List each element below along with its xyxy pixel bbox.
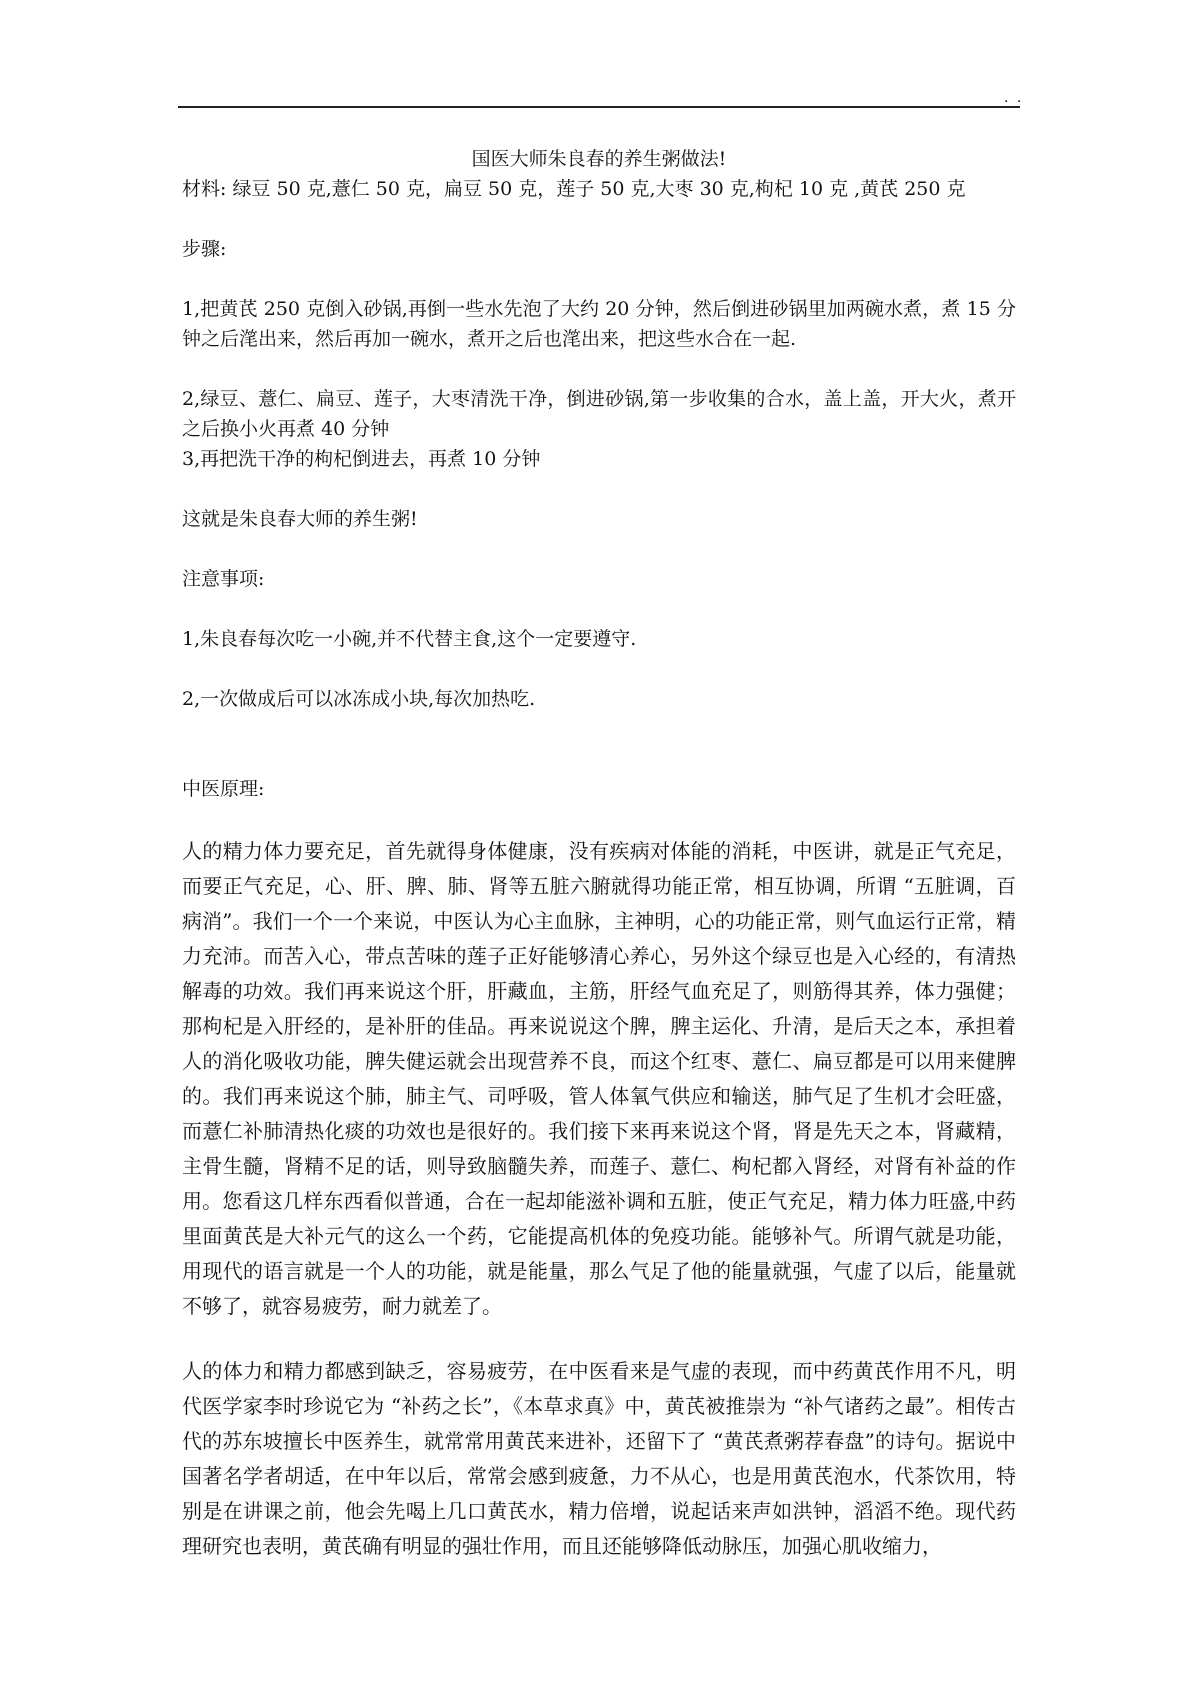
spacer bbox=[182, 204, 1016, 234]
spacer bbox=[182, 594, 1016, 624]
spacer bbox=[182, 264, 1016, 294]
document-title: 国医大师朱良春的养生粥做法! bbox=[471, 148, 727, 170]
principle-paragraph-2: 人的体力和精力都感到缺乏，容易疲劳，在中医看来是气虚的表现，而中药黄芪作用不凡，明代医学家李时珍说它为 “补药之长”，《本草求真》中，黄芪被推崇为 “补气诸药之最”。相传古代的苏东坡擅长中医养生，就常常用黄芪来进补，还留下了 “黄芪煮粥荐春盘”的诗句。据说中国著名学者胡适，在中年以后，常常会感到疲惫，力不从心，也是用黄芪泡水，代茶饮用，特别是在讲课之前，他会先喝上几口黄芪水，精力倍增，说起话来声如洪钟，滔滔不绝。现代药理研究也表明，黄芪确有明显的强壮作用，而且还能够降低动脉压，加强心肌收缩力， bbox=[182, 1359, 1016, 1558]
spacer bbox=[182, 654, 1016, 684]
steps-heading: 步骤: bbox=[182, 238, 227, 260]
note-1: 1,朱良春每次吃一小碗,并不代替主食,这个一定要遵守. bbox=[182, 628, 637, 650]
spacer bbox=[182, 804, 1016, 834]
principle-heading: 中医原理: bbox=[182, 778, 265, 800]
notes-heading: 注意事项: bbox=[182, 568, 265, 590]
spacer bbox=[182, 534, 1016, 564]
spacer bbox=[182, 354, 1016, 384]
principle-paragraph-1: 人的精力体力要充足，首先就得身体健康，没有疾病对体能的消耗，中医讲，就是正气充足，而要正气充足，心、肝、脾、肺、肾等五脏六腑就得功能正常，相互协调，所谓 “五脏调，百病消”。我们一个一个来说，中医认为心主血脉，主神明，心的功能正常，则气血运行正常，精力充沛。而苦入心，带点苦味的莲子正好能够清心养心，另外这个绿豆也是入心经的，有清热解毒的功效。我们再来说这个肝，肝藏血，主筋，肝经气血充足了，则筋得其养，体力强健；那枸杞是入肝经的，是补肝的佳品。再来说说这个脾，脾主运化、升清，是后天之本，承担着人的消化吸收功能，脾失健运就会出现营养不良，而这个红枣、薏仁、扁豆都是可以用来健脾的。我们再来说这个肺，肺主气、司呼吸，管人体氧气供应和输送，肺气足了生机才会旺盛，而薏仁补肺清热化痰的功效也是很好的。我们接下来再来说这个肾，肾是先天之本，肾藏精，主骨生髓，肾精不足的话，则导致脑髓失养，而莲子、薏仁、枸杞都入肾经，对肾有补益的作用。您看这几样东西看似普通，合在一起却能滋补调和五脏，使正气充足，精力体力旺盛,中药里面黄芪是大补元气的这么一个药，它能提高机体的免疫功能。能够补气。所谓气就是功能，用现代的语言就是一个人的功能，就是能量，那么气足了他的能量就强，气虚了以后，能量就不够了，就容易疲劳，耐力就差了。 bbox=[182, 839, 1016, 1318]
spacer bbox=[182, 1324, 1016, 1354]
step-1: 1,把黄芪 250 克倒入砂锅,再倒一些水先泡了大约 20 分钟，然后倒进砂锅里加两碗水煮，煮 15 分钟之后滗出来，然后再加一碗水，煮开之后也滗出来，把这些水合在一起. bbox=[182, 298, 1016, 350]
header-mark: . . bbox=[1004, 90, 1024, 106]
step-3: 3,再把洗干净的枸杞倒进去，再煮 10 分钟 bbox=[182, 448, 541, 470]
materials-line: 材料: 绿豆 50 克,薏仁 50 克，扁豆 50 克，莲子 50 克,大枣 30 克,枸杞 10 克 ,黄芪 250 克 bbox=[182, 178, 966, 200]
spacer bbox=[182, 714, 1016, 774]
spacer bbox=[182, 474, 1016, 504]
conclusion: 这就是朱良春大师的养生粥! bbox=[182, 508, 418, 530]
document-page bbox=[182, 144, 1016, 1564]
note-2: 2,一次做成后可以冰冻成小块,每次加热吃. bbox=[182, 688, 536, 710]
header-rule bbox=[178, 106, 1020, 108]
step-2: 2,绿豆、薏仁、扁豆、莲子，大枣清洗干净，倒进砂锅,第一步收集的合水，盖上盖，开大火，煮开之后换小火再煮 40 分钟 bbox=[182, 388, 1016, 440]
